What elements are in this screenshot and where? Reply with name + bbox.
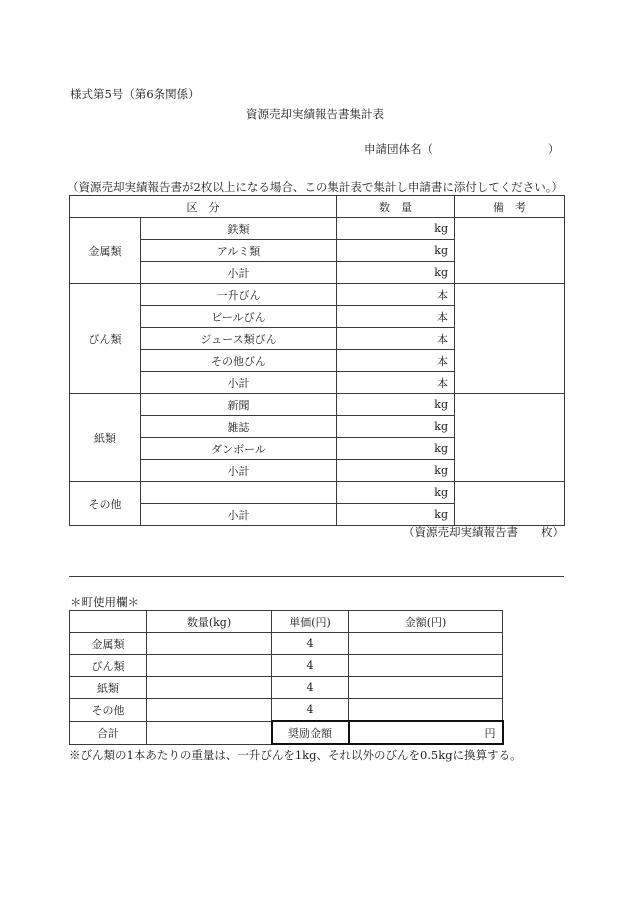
quantity-cell[interactable]: kg <box>337 262 455 284</box>
quantity-cell[interactable]: kg <box>337 394 455 416</box>
quantity-cell[interactable]: 本 <box>337 306 455 328</box>
item-label-blank[interactable] <box>141 482 337 504</box>
form-number: 様式第5号（第6条関係） <box>70 87 200 101</box>
table-row <box>70 677 503 699</box>
applicant-name-label: 申請団体名（ <box>364 142 433 156</box>
item-label: 小計 <box>141 372 337 394</box>
row-label: びん類 <box>70 655 147 677</box>
item-label: その他びん <box>141 350 337 372</box>
quantity-cell[interactable] <box>147 677 272 699</box>
item-label: 鉄類 <box>141 218 337 240</box>
item-label: 雑誌 <box>141 416 337 438</box>
remarks-cell[interactable] <box>455 482 565 526</box>
header-quantity: 数 量 <box>337 196 455 218</box>
quantity-cell[interactable] <box>147 699 272 722</box>
group-label-metal: 金属類 <box>70 218 141 284</box>
header-remarks: 備 考 <box>455 196 565 218</box>
quantity-cell[interactable] <box>147 655 272 677</box>
row-label: 紙類 <box>70 677 147 699</box>
remarks-cell[interactable] <box>455 394 565 482</box>
applicant-name-close: ） <box>548 142 560 156</box>
group-label-other: その他 <box>70 482 141 526</box>
town-use-label: ＊町使用欄＊ <box>70 595 139 609</box>
table-row <box>70 284 565 306</box>
report-summary-table <box>69 195 565 526</box>
amount-cell[interactable] <box>349 677 503 699</box>
quantity-cell[interactable] <box>147 633 272 655</box>
table-header-row <box>70 196 565 218</box>
item-label: アルミ類 <box>141 240 337 262</box>
grant-amount-label: 奨励金額 <box>272 721 349 744</box>
header-blank <box>70 611 147 633</box>
table-row <box>70 394 565 416</box>
header-quantity-kg: 数量(kg) <box>147 611 272 633</box>
quantity-cell[interactable]: kg <box>337 460 455 482</box>
table-header-row <box>70 611 503 633</box>
header-category: 区 分 <box>70 196 337 218</box>
row-label: その他 <box>70 699 147 722</box>
quantity-cell[interactable]: kg <box>337 504 455 526</box>
total-label: 合計 <box>70 721 147 744</box>
unit-price-cell: 4 <box>272 633 349 655</box>
remarks-cell[interactable] <box>455 284 565 394</box>
item-label: 小計 <box>141 460 337 482</box>
sheet-count-note: （資源売却実績報告書 枚） <box>403 525 564 539</box>
grant-amount-field[interactable]: 円 <box>349 721 503 744</box>
quantity-cell[interactable]: kg <box>337 438 455 460</box>
quantity-cell[interactable]: kg <box>337 240 455 262</box>
table-row <box>70 482 565 504</box>
section-divider <box>69 576 564 577</box>
remarks-cell[interactable] <box>455 218 565 284</box>
bottle-weight-footnote: ※びん類の1本あたりの重量は、一升びんを1kg、それ以外のびんを0.5kgに換算する。 <box>69 748 522 762</box>
total-row <box>70 721 503 744</box>
quantity-cell[interactable]: 本 <box>337 350 455 372</box>
row-label: 金属類 <box>70 633 147 655</box>
amount-cell[interactable] <box>349 655 503 677</box>
quantity-cell[interactable]: kg <box>337 482 455 504</box>
table-row <box>70 633 503 655</box>
group-label-paper: 紙類 <box>70 394 141 482</box>
amount-cell[interactable] <box>349 699 503 722</box>
item-label: ジュース類びん <box>141 328 337 350</box>
total-quantity-cell[interactable] <box>147 721 272 744</box>
table-row <box>70 655 503 677</box>
table-row <box>70 699 503 722</box>
document-title: 資源売却実績報告書集計表 <box>246 107 384 121</box>
header-amount: 金額(円) <box>349 611 503 633</box>
table-row <box>70 218 565 240</box>
item-label: 一升びん <box>141 284 337 306</box>
quantity-cell[interactable]: 本 <box>337 284 455 306</box>
item-label: 小計 <box>141 504 337 526</box>
item-label: 新聞 <box>141 394 337 416</box>
quantity-cell[interactable]: 本 <box>337 328 455 350</box>
unit-price-cell: 4 <box>272 699 349 722</box>
town-use-table <box>69 610 504 745</box>
quantity-cell[interactable]: 本 <box>337 372 455 394</box>
quantity-cell[interactable]: kg <box>337 416 455 438</box>
item-label: ダンボール <box>141 438 337 460</box>
unit-price-cell: 4 <box>272 655 349 677</box>
amount-cell[interactable] <box>349 633 503 655</box>
item-label: ビールびん <box>141 306 337 328</box>
header-unit-price: 単価(円) <box>272 611 349 633</box>
unit-price-cell: 4 <box>272 677 349 699</box>
item-label: 小計 <box>141 262 337 284</box>
group-label-bottles: びん類 <box>70 284 141 394</box>
quantity-cell[interactable]: kg <box>337 218 455 240</box>
instruction-note: （資源売却実績報告書が2枚以上になる場合、この集計表で集計し申請書に添付してください。） <box>67 180 564 194</box>
